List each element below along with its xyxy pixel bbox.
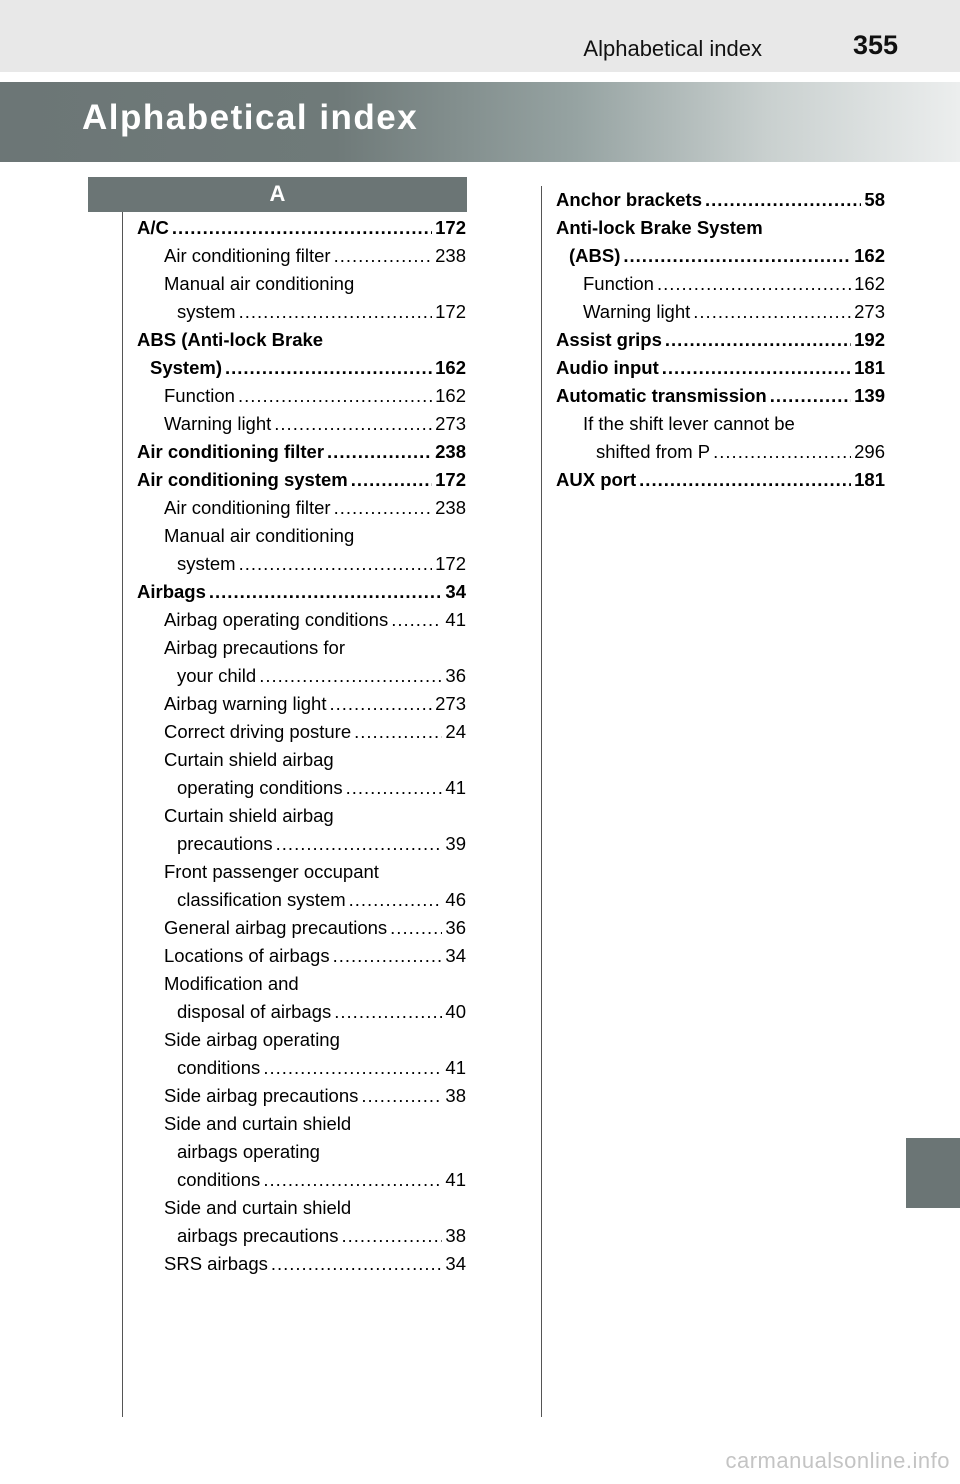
entry-text: Air conditioning filter	[137, 441, 325, 462]
entry-text: your child	[177, 665, 257, 686]
entry-text: Warning light	[164, 413, 272, 434]
page-reference: 238	[435, 245, 466, 266]
index-subentry	[137, 1026, 466, 1082]
dot-leader	[665, 326, 851, 354]
index-line	[556, 186, 885, 214]
entry-text: Audio input	[556, 357, 659, 378]
entry-text: Anchor brackets	[556, 189, 702, 210]
index-line	[137, 354, 466, 382]
index-column-left	[137, 214, 466, 1278]
index-subentry	[137, 690, 466, 718]
index-line	[137, 1026, 466, 1054]
index-line	[556, 270, 885, 298]
index-line	[137, 382, 466, 410]
index-subentry	[137, 1082, 466, 1110]
dot-leader	[705, 186, 861, 214]
index-line	[137, 718, 466, 746]
index-line	[137, 1110, 466, 1138]
index-subentry	[137, 410, 466, 438]
page-number: 355	[852, 30, 898, 60]
dot-leader	[239, 298, 433, 326]
dot-leader	[354, 718, 442, 746]
dot-leader	[662, 354, 851, 382]
index-line	[137, 494, 466, 522]
entry-text: Function	[583, 273, 654, 294]
page-reference: 41	[445, 1057, 466, 1078]
index-line	[137, 774, 466, 802]
entry-text: Airbag warning light	[164, 693, 327, 714]
index-line	[137, 522, 466, 550]
dot-leader	[238, 382, 432, 410]
index-line	[137, 662, 466, 690]
entry-text: classification system	[177, 889, 346, 910]
entry-text: Side and curtain shield	[164, 1197, 352, 1218]
index-entry	[556, 186, 885, 214]
page-reference: 162	[854, 273, 885, 294]
index-subentry	[137, 270, 466, 326]
dot-leader	[623, 242, 851, 270]
index-line	[556, 214, 885, 242]
entry-text: Function	[164, 385, 235, 406]
index-entry	[556, 382, 885, 410]
entry-text: Anti-lock Brake System	[556, 217, 763, 238]
index-line	[137, 438, 466, 466]
index-subentry	[556, 298, 885, 326]
index-entry	[556, 354, 885, 382]
dot-leader	[639, 466, 851, 494]
page-reference: 296	[854, 441, 885, 462]
index-line	[137, 914, 466, 942]
index-subentry	[137, 746, 466, 802]
index-line	[137, 298, 466, 326]
page-reference: 238	[435, 497, 466, 518]
entry-text: A/C	[137, 217, 169, 238]
index-line	[137, 746, 466, 774]
entry-text: Side airbag precautions	[164, 1085, 359, 1106]
index-subentry	[556, 410, 885, 466]
index-subentry	[137, 802, 466, 858]
dot-leader	[209, 578, 443, 606]
entry-text: Locations of airbags	[164, 945, 330, 966]
index-line	[556, 466, 885, 494]
entry-text: Air conditioning filter	[164, 245, 331, 266]
index-line	[137, 214, 466, 242]
entry-text: Assist grips	[556, 329, 662, 350]
dot-leader	[172, 214, 432, 242]
index-subentry	[137, 606, 466, 634]
entry-text: Airbag precautions for	[164, 637, 345, 658]
index-line	[556, 326, 885, 354]
index-line	[137, 970, 466, 998]
page-reference: 41	[445, 1169, 466, 1190]
page-reference: 58	[864, 189, 885, 210]
index-subentry	[137, 970, 466, 1026]
dot-leader	[361, 1082, 442, 1110]
index-subentry	[137, 494, 466, 522]
index-line	[556, 410, 885, 438]
entry-text: Correct driving posture	[164, 721, 352, 742]
page-reference: 34	[445, 1253, 466, 1274]
index-line	[137, 998, 466, 1026]
page-reference: 273	[435, 413, 466, 434]
entry-text: Automatic transmission	[556, 385, 767, 406]
index-line	[556, 354, 885, 382]
page-reference: 40	[445, 1001, 466, 1022]
title-bar	[0, 82, 960, 162]
index-line	[137, 634, 466, 662]
entry-text: conditions	[177, 1057, 261, 1078]
section-thumb-tab	[906, 1138, 960, 1208]
entry-text: AUX port	[556, 469, 637, 490]
page-reference: 34	[445, 581, 466, 602]
dot-leader	[346, 774, 443, 802]
index-subentry	[556, 270, 885, 298]
entry-text: shifted from P	[596, 441, 711, 462]
page-reference: 162	[854, 245, 885, 266]
index-entry	[556, 326, 885, 354]
index-line	[137, 1166, 466, 1194]
page-reference: 24	[445, 721, 466, 742]
entry-text: disposal of airbags	[177, 1001, 332, 1022]
column-rule-middle	[541, 186, 542, 1417]
dot-leader	[693, 298, 851, 326]
dot-leader	[327, 438, 432, 466]
dot-leader	[713, 438, 851, 466]
running-header	[0, 0, 960, 72]
index-subentry	[137, 914, 466, 942]
index-subentry	[137, 1250, 466, 1278]
dot-leader	[390, 914, 442, 942]
dot-leader	[770, 382, 851, 410]
index-entry	[137, 326, 466, 382]
entry-text: system	[177, 553, 236, 574]
dot-leader	[334, 998, 442, 1026]
dot-leader	[263, 1166, 442, 1194]
entry-text: Manual air conditioning	[164, 273, 355, 294]
index-line	[137, 886, 466, 914]
page-reference: 38	[445, 1225, 466, 1246]
dot-leader	[351, 466, 432, 494]
index-line	[137, 942, 466, 970]
entry-text: Side and curtain shield	[164, 1113, 352, 1134]
index-line	[137, 1222, 466, 1250]
dot-leader	[334, 242, 433, 270]
entry-text: Manual air conditioning	[164, 525, 355, 546]
page-reference: 238	[435, 441, 466, 462]
index-line	[137, 578, 466, 606]
page-reference: 34	[445, 945, 466, 966]
watermark: carmanualsonline.info	[725, 1448, 950, 1473]
entry-text: If the shift lever cannot be	[583, 413, 795, 434]
entry-text: airbags precautions	[177, 1225, 339, 1246]
entry-text: ABS (Anti-lock Brake	[137, 329, 324, 350]
entry-text: Warning light	[583, 301, 691, 322]
page-reference: 38	[445, 1085, 466, 1106]
index-line	[137, 1138, 466, 1166]
index-subentry	[137, 634, 466, 690]
index-entry	[556, 466, 885, 494]
dot-leader	[274, 410, 432, 438]
index-subentry	[137, 242, 466, 270]
dot-leader	[329, 690, 432, 718]
dot-leader	[271, 1250, 443, 1278]
entry-text: Modification and	[164, 973, 299, 994]
entry-text: Air conditioning filter	[164, 497, 331, 518]
index-line	[137, 1194, 466, 1222]
page-reference: 181	[854, 357, 885, 378]
entry-text: System)	[150, 357, 222, 378]
page-reference: 41	[445, 777, 466, 798]
page-reference: 39	[445, 833, 466, 854]
dot-leader	[225, 354, 432, 382]
dot-leader	[391, 606, 442, 634]
page-reference: 172	[435, 469, 466, 490]
dot-leader	[259, 662, 442, 690]
index-line	[137, 550, 466, 578]
column-rule-left	[122, 212, 123, 1417]
page-reference: 162	[435, 385, 466, 406]
dot-leader	[239, 550, 433, 578]
page-reference: 46	[445, 889, 466, 910]
index-subentry	[137, 718, 466, 746]
index-line	[137, 802, 466, 830]
index-line	[556, 438, 885, 466]
index-line	[137, 858, 466, 886]
page-reference: 181	[854, 469, 885, 490]
page-reference: 139	[854, 385, 885, 406]
dot-leader	[263, 1054, 442, 1082]
index-line	[137, 830, 466, 858]
index-line	[137, 270, 466, 298]
index-subentry	[137, 1110, 466, 1194]
page-reference: 273	[435, 693, 466, 714]
index-line	[137, 410, 466, 438]
index-line	[137, 690, 466, 718]
page-title: Alphabetical index	[82, 98, 419, 137]
index-line	[556, 382, 885, 410]
page-reference: 36	[445, 665, 466, 686]
entry-text: (ABS)	[569, 245, 621, 266]
dot-leader	[276, 830, 443, 858]
index-entry	[137, 466, 466, 494]
index-subentry	[137, 942, 466, 970]
entry-text: Side airbag operating	[164, 1029, 340, 1050]
index-subentry	[137, 382, 466, 410]
dot-leader	[341, 1222, 442, 1250]
entry-text: precautions	[177, 833, 273, 854]
entry-text: Airbag operating conditions	[164, 609, 389, 630]
page-reference: 162	[435, 357, 466, 378]
page-reference: 41	[445, 609, 466, 630]
index-entry	[137, 214, 466, 242]
index-line	[137, 242, 466, 270]
entry-text: Airbags	[137, 581, 206, 602]
index-line	[137, 1250, 466, 1278]
index-line	[137, 1082, 466, 1110]
index-line	[137, 326, 466, 354]
page-reference: 172	[435, 301, 466, 322]
page-reference: 172	[435, 217, 466, 238]
dot-leader	[657, 270, 851, 298]
page-reference: 192	[854, 329, 885, 350]
index-subentry	[137, 1194, 466, 1250]
entry-text: SRS airbags	[164, 1253, 268, 1274]
page-reference: 172	[435, 553, 466, 574]
entry-text: operating conditions	[177, 777, 343, 798]
index-line	[137, 466, 466, 494]
entry-text: airbags operating	[177, 1141, 320, 1162]
index-line	[137, 606, 466, 634]
index-line	[137, 1054, 466, 1082]
dot-leader	[334, 494, 433, 522]
section-letter-heading: A	[88, 177, 467, 212]
entry-text: Air conditioning system	[137, 469, 348, 490]
dot-leader	[333, 942, 443, 970]
entry-text: system	[177, 301, 236, 322]
index-subentry	[137, 522, 466, 578]
running-title: Alphabetical index	[583, 36, 762, 61]
entry-text: Curtain shield airbag	[164, 805, 334, 826]
entry-text: conditions	[177, 1169, 261, 1190]
index-entry	[556, 214, 885, 270]
entry-text: Front passenger occupant	[164, 861, 379, 882]
entry-text: Curtain shield airbag	[164, 749, 334, 770]
index-entry	[137, 578, 466, 606]
dot-leader	[349, 886, 443, 914]
index-line	[556, 298, 885, 326]
entry-text: General airbag precautions	[164, 917, 388, 938]
index-entry	[137, 438, 466, 466]
index-column-right	[556, 186, 885, 494]
index-line	[556, 242, 885, 270]
page-reference: 36	[445, 917, 466, 938]
page-reference: 273	[854, 301, 885, 322]
index-subentry	[137, 858, 466, 914]
